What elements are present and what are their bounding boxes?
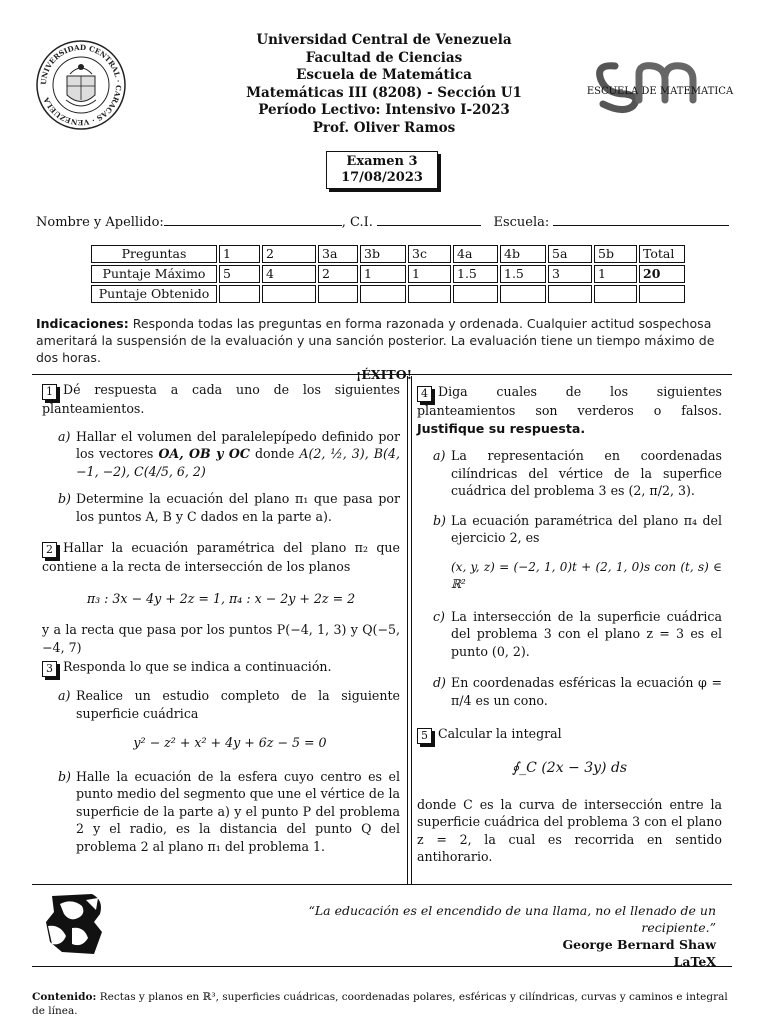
problem-4-text: Diga cuales de los siguientes planteamientos son verderos o falsos.: [417, 384, 722, 418]
table-cell: 4: [262, 265, 316, 283]
part-text: La ecuación paramétrica del plano π₄ del ejercicio 2, es: [451, 512, 722, 545]
score-input-cell[interactable]: [453, 285, 498, 303]
part-text: Determine la ecuación del plano π₁ que pasa por los puntos A, B y C dados en la parte a).: [76, 491, 400, 524]
left-column: [42, 381, 400, 855]
table-cell: 1: [408, 265, 451, 283]
part-label: b): [433, 512, 446, 528]
column-divider: [407, 376, 412, 884]
footer-divider: [32, 966, 732, 967]
instructions: [36, 315, 732, 383]
name-field[interactable]: [164, 215, 342, 226]
score-input-cell[interactable]: [639, 285, 685, 303]
problem-5-text: Calcular la integral: [438, 726, 562, 741]
table-cell: 1: [360, 265, 406, 283]
problem-2-text: Hallar la ecuación paramétrica del plano π₂ que contiene a la recta de intersección de los planos: [42, 540, 400, 574]
problem-1-part-b: [58, 490, 400, 525]
score-input-cell[interactable]: [548, 285, 592, 303]
part-label: b): [58, 491, 71, 506]
table-cell: 2: [262, 245, 316, 263]
problem-2-equation: π₃ : 3x − 4y + 2z = 1, π₄ : x − 2y + 2z = 2: [86, 590, 356, 606]
part-label: a): [433, 448, 446, 463]
part-vectors: OA, OB y OC: [158, 446, 250, 461]
part-label: b): [58, 768, 71, 784]
table-cell: 5a: [548, 245, 592, 263]
name-label: Nombre y Apellido:: [36, 215, 164, 230]
table-cell: 1: [594, 265, 637, 283]
footer-text: Rectas y planos en ℝ³, superficies cuádricas, coordenadas polares, esféricas y cilíndricas, curvas y caminos e integral de línea.: [32, 991, 728, 1017]
problem-number: 4: [417, 386, 432, 402]
score-input-cell[interactable]: [408, 285, 451, 303]
part-text: Realice un estudio completo de la siguiente superficie cuádrica: [76, 688, 400, 721]
score-input-cell[interactable]: [360, 285, 406, 303]
ci-label: , C.I.: [341, 215, 373, 230]
problem-1-part-a: [58, 428, 400, 481]
exam-date: 17/08/2023: [341, 170, 423, 185]
school-field[interactable]: [553, 215, 729, 226]
problem-4-part-c: [433, 608, 722, 661]
quote-author: George Bernard Shaw: [562, 937, 716, 952]
table-cell: 3a: [318, 245, 358, 263]
quote-text: “La educación es el encendido de una llama, no el llenado de un recipiente.”: [308, 903, 716, 935]
school-of-math-logo: [585, 54, 735, 114]
header-line-course: Matemáticas III (8208) - Sección U1: [246, 84, 522, 101]
section-divider-bottom: [32, 884, 732, 885]
table-cell: 4b: [500, 245, 546, 263]
section-divider-top: [32, 374, 732, 375]
problem-4-part-b: [433, 512, 722, 547]
table-cell: 1.5: [453, 265, 498, 283]
problem-3-equation: y² − z² + x² + 4y + 6z − 5 = 0: [133, 735, 327, 750]
school-label: Escuela:: [493, 215, 550, 230]
part-text: La representación en coordenadas cilíndricas del vértice de la superfice cuádrica del problema 3 es (2, π/2, 3).: [451, 448, 722, 498]
part-label: d): [433, 675, 446, 690]
table-cell-total: 20: [639, 265, 685, 283]
problem-3-part-b: [58, 768, 400, 856]
problem-5: [417, 725, 722, 744]
table-cell: 4a: [453, 245, 498, 263]
part-label: c): [433, 608, 445, 624]
row-label: Puntaje Máximo: [91, 265, 217, 283]
table-cell: 1.5: [500, 265, 546, 283]
footer-label: Contenido:: [32, 991, 97, 1003]
header-line-period: Período Lectivo: Intensivo I-2023: [258, 102, 510, 118]
problem-number: 5: [417, 728, 432, 744]
score-input-cell[interactable]: [219, 285, 260, 303]
exam-title-box: [326, 151, 438, 189]
table-cell: 3: [548, 265, 592, 283]
footer-content: [32, 990, 736, 1018]
problem-number: 1: [42, 384, 57, 400]
table-row-max-points: [91, 265, 685, 283]
problem-1-text: Dé respuesta a cada uno de los siguientes planteamientos.: [42, 382, 400, 416]
part-text: Halle la ecuación de la esfera cuyo centro es el punto medio del segmento que une el vértice de la superficie de la parte a) y el punto P del problema 2 y el radio, es la distancia del punto Q del problema 2 al plano π₁ del problema 1.: [76, 768, 400, 854]
quote-block: [230, 902, 716, 970]
problem-4-part-d: [433, 674, 722, 709]
problem-5-text2: donde C es la curva de intersección entre la superficie cuádrica del problema 3 con el plano z = 2, la cual es recorrida en sentido antihorario.: [417, 796, 722, 864]
latex-logo: LaTeX: [673, 954, 716, 969]
table-cell: 3c: [408, 245, 451, 263]
problem-4-justify: Justifique su respuesta.: [417, 420, 586, 436]
ci-field[interactable]: [377, 215, 481, 226]
score-input-cell[interactable]: [594, 285, 637, 303]
problem-number: 3: [42, 661, 57, 677]
part-text: En coordenadas esféricas la ecuación φ = π/4 es un cono.: [451, 675, 722, 708]
problem-3-part-a: [58, 687, 400, 722]
problem-2-text2: y a la recta que pasa por los puntos P(−4, 1, 3) y Q(−5, −4, 7): [42, 622, 400, 655]
part-text: Hallar el volumen del paralelepípedo definido por los vectores: [76, 428, 400, 461]
exam-title: Examen 3: [346, 154, 418, 169]
problem-4-part-a: [433, 447, 722, 500]
table-cell: 2: [318, 265, 358, 283]
problem-3-text: Responda lo que se indica a continuación.: [63, 659, 332, 674]
problem-5-integral: ∮_C (2x − 3y) ds: [511, 760, 628, 776]
header-line-school: Escuela de Matemática: [296, 67, 472, 83]
instructions-label: Indicaciones:: [36, 316, 129, 331]
table-cell: 3b: [360, 245, 406, 263]
part-label: a): [58, 688, 71, 703]
header-line-professor: Prof. Oliver Ramos: [312, 119, 456, 136]
problem-2: [42, 539, 400, 576]
score-input-cell[interactable]: [262, 285, 316, 303]
header-line-university: Universidad Central de Venezuela: [256, 32, 512, 48]
part-text: La intersección de la superficie cuádrica del problema 3 con el plano z = 3 es el punto (0, 2).: [451, 608, 722, 659]
problem-4-equation: (x, y, z) = (−2, 1, 0)t + (2, 1, 0)s con (t, s) ∈ ℝ²: [451, 559, 722, 591]
problem-1: [42, 381, 400, 418]
puzzle-head-icon: [42, 892, 106, 956]
table-cell: 5: [219, 265, 260, 283]
identification-line: [36, 215, 736, 230]
row-label: Preguntas: [91, 245, 217, 263]
part-points: A(2, ½, 3), B(4, −1, −2), C(4/5, 6, 2): [76, 446, 400, 479]
row-label: Puntaje Obtenido: [91, 285, 217, 303]
right-column: [417, 383, 722, 866]
exito-text: ¡ÉXITO!: [355, 367, 413, 382]
score-input-cell[interactable]: [500, 285, 546, 303]
problem-number: 2: [42, 542, 57, 558]
problem-4: [417, 383, 722, 437]
table-row-questions: [91, 245, 685, 263]
scores-table: [89, 243, 687, 305]
problem-3: [42, 658, 400, 677]
instructions-text: Responda todas las preguntas en forma razonada y ordenada. Cualquier actitud sospechosa ameritará la suspensión de la evaluación y una sanción posterior. La evaluación tiene un tiempo máximo de dos horas.: [36, 316, 715, 365]
logo-text: ESCUELA DE MATEMATICA: [586, 86, 734, 97]
table-cell: 5b: [594, 245, 637, 263]
table-cell: 1: [219, 245, 260, 263]
header-line-faculty: Facultad de Ciencias: [305, 49, 463, 66]
score-input-cell[interactable]: [318, 285, 358, 303]
part-label: a): [58, 428, 71, 444]
seal-text: UNIVERSIDAD CENTRAL · CARACAS · VENEZUELA: [38, 42, 124, 128]
part-text-donde: donde: [255, 446, 295, 461]
table-cell: Total: [639, 245, 685, 263]
table-row-obtained: [91, 285, 685, 303]
